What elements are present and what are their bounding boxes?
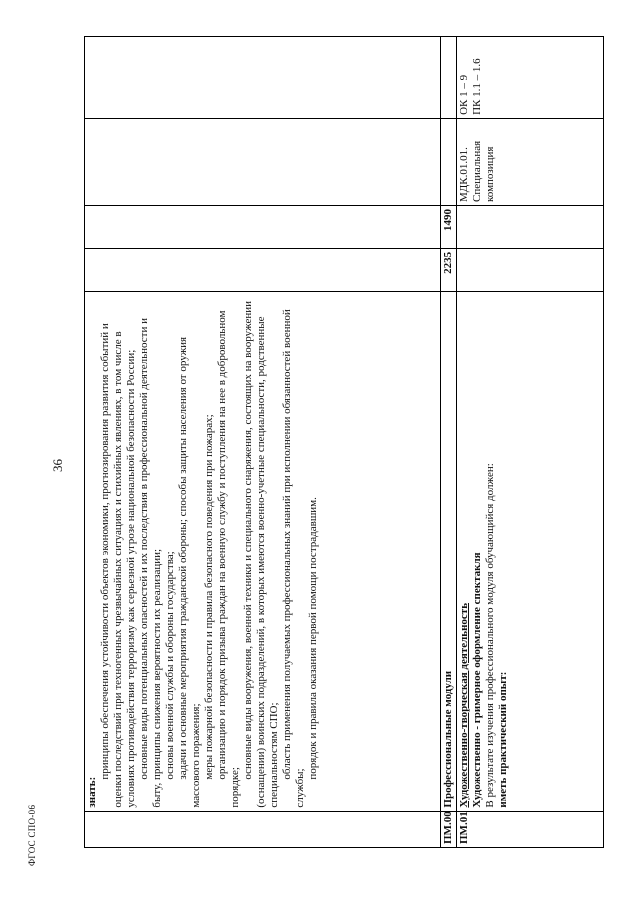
mdk-name: Специальная композиция [471,140,496,202]
total-hours-cell [85,248,441,291]
curriculum-table-rotated [84,36,604,848]
module-area-title: Художественно-творческая деятельность [458,602,470,808]
competencies-pk: ПК 1.1 – 1.6 [471,58,483,115]
curriculum-table [84,36,604,848]
knowledge-item: задачи и основные мероприятия гражданской обороны; способы защиты населения от оружия массового поражения; [177,336,202,808]
page-number: 36 [50,459,65,472]
competencies-ok: ОК 1 – 9 [458,74,470,115]
module-group-title: Профессиональные модули [441,291,457,811]
knowledge-item: меры пожарной безопасности и правила безопасного поведения при пожарах; [203,414,215,780]
knowledge-item: основы военной службы и обороны государства; [164,551,176,780]
module-code: ПМ.01 [457,811,604,847]
module-group-code: ПМ.00 [441,811,457,847]
table-row [85,37,441,848]
empty-cell [441,37,457,119]
competency-cell [85,37,441,119]
knowledge-item: основные виды вооружения, военной техники и специального снаряжения, состоящих на вооружении (оснащении) воинских подразделений, в которых имеются военно-учетные специальности, родственные специальностям СПО; [242,300,280,808]
footer-label: ФГОС СПО-06 [27,804,37,866]
empty-cell [441,118,457,205]
mdk-code: МДК.01.01. [458,147,470,202]
module-subheading: иметь практический опыт: [497,671,509,808]
empty-cell [457,206,604,249]
knowledge-item: порядок и правила оказания первой помощи пострадавшим. [307,497,319,780]
knowledge-item: основные виды потенциальных опасностей и их последствия в профессиональной деятельности и быту, принципы снижения вероятности их реализации; [138,318,163,808]
table-row [457,37,604,848]
knowledge-cell [85,291,441,811]
module-group-required: 1490 [441,206,457,249]
mdk-cell [85,118,441,205]
knowledge-item: принципы обеспечения устойчивости объектов экономики, прогнозирования развития событий и оценки последствий при техногенных чрезвычайных ситуациях и стихийных явлениях, в том числе в условиях противодействия терроризму как серьезной угрозе национальной безопасности России; [99,323,137,808]
code-cell [85,811,441,847]
table-row [441,37,457,848]
module-title: Художественно - гримерное оформление спектакля [471,552,483,808]
module-group-total: 2235 [441,248,457,291]
knowledge-item: область применения получаемых профессиональных знаний при исполнении обязанностей военной службы; [281,309,306,808]
module-description [457,291,604,811]
mdk-info [457,118,604,205]
empty-cell [457,248,604,291]
required-hours-cell [85,206,441,249]
module-intro: В результате изучения профессионального модуля обучающийся должен: [484,463,496,808]
knowledge-item: организацию и порядок призыва граждан на военную службу и поступления на нее в добровольном порядке; [216,310,241,808]
competencies [457,37,604,119]
knowledge-heading: знать: [86,776,98,808]
